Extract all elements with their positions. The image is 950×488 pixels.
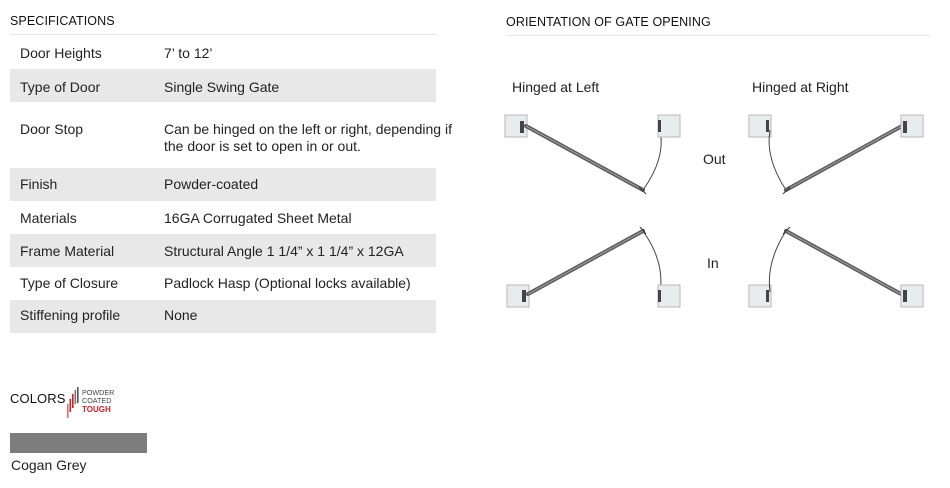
out-label: Out <box>703 151 726 167</box>
spec-label: Door Stop <box>20 121 84 137</box>
spec-value: Padlock Hasp (Optional locks available) <box>164 275 411 291</box>
gate-leaf-highlight <box>786 126 902 190</box>
spec-value: Structural Angle 1 1/4” x 1 1/4” x 12GA <box>164 243 404 259</box>
latch-mark <box>658 120 661 132</box>
swing-arc <box>643 130 661 190</box>
gate-leaf-highlight <box>786 231 901 294</box>
color-swatch-label: Cogan Grey <box>11 457 87 473</box>
spec-value: 7’ to 12’ <box>164 45 213 61</box>
colors-title: COLORS <box>10 391 66 406</box>
gate-leaf-highlight <box>526 126 643 190</box>
latch-mark <box>658 290 661 302</box>
hinged-right-caption: Hinged at Right <box>752 79 849 95</box>
post-right <box>658 115 680 137</box>
latch-mark <box>766 120 769 132</box>
color-swatch-cogan-grey <box>10 433 147 453</box>
spec-value: Can be hinged on the left or right, depending if the door is set to open in or out. <box>164 121 452 154</box>
post-right <box>658 285 680 307</box>
spec-label: Frame Material <box>20 243 115 259</box>
logo-stripes <box>67 387 79 418</box>
logo-line2: COATED <box>82 396 112 405</box>
swing-arc <box>643 231 661 292</box>
spec-value: 16GA Corrugated Sheet Metal <box>164 210 352 226</box>
spec-label: Materials <box>20 210 77 226</box>
hinge-mark <box>903 121 907 133</box>
gate-hinged-right-in <box>749 227 923 307</box>
logo-line1: POWDER <box>82 388 115 397</box>
powder-coated-tough-logo <box>66 386 128 422</box>
specifications-title: SPECIFICATIONS <box>10 14 115 28</box>
spec-label: Stiffening profile <box>20 307 121 323</box>
in-label: In <box>707 255 719 271</box>
logo-line3: TOUGH <box>82 405 111 414</box>
spec-label: Type of Closure <box>20 275 119 291</box>
swing-arc <box>769 231 786 292</box>
spec-value: Powder-coated <box>164 176 259 192</box>
gate-leaf-highlight <box>528 231 643 294</box>
hinge-mark <box>903 290 907 302</box>
spec-label: Finish <box>20 176 58 192</box>
spec-label: Type of Door <box>20 79 101 95</box>
hinge-mark <box>520 121 524 133</box>
orientation-title: ORIENTATION OF GATE OPENING <box>506 15 711 29</box>
spec-label: Door Heights <box>20 45 102 61</box>
gate-hinged-left-out <box>505 115 680 194</box>
hinge-mark <box>522 290 526 302</box>
hinged-left-caption: Hinged at Left <box>512 79 600 95</box>
spec-value: Single Swing Gate <box>164 79 280 95</box>
spec-value: None <box>164 307 198 323</box>
swing-arc <box>769 130 786 190</box>
gate-hinged-left-in <box>507 227 680 307</box>
latch-mark <box>766 290 769 302</box>
gate-hinged-right-out <box>749 115 923 194</box>
